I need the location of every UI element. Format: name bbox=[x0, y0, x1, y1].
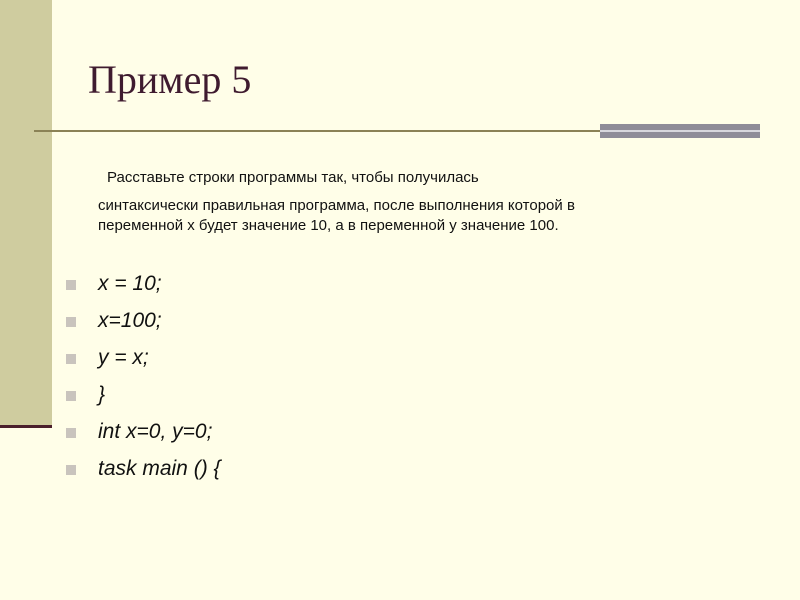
program-line-text: y = x; bbox=[98, 346, 149, 369]
program-lines-list bbox=[64, 270, 464, 492]
program-line bbox=[64, 418, 464, 455]
instruction-line: синтаксически правильная программа, после выполнения которой в bbox=[98, 197, 575, 214]
title-divider bbox=[34, 130, 600, 132]
program-line bbox=[64, 344, 464, 381]
program-line bbox=[64, 270, 464, 307]
program-line-text: int x=0, y=0; bbox=[98, 420, 213, 443]
square-bullet-icon bbox=[66, 391, 76, 401]
title-accent-line bbox=[600, 130, 760, 132]
left-decorative-band bbox=[0, 0, 52, 427]
square-bullet-icon bbox=[66, 354, 76, 364]
instruction-line: переменной x будет значение 10, а в переменной y значение 100. bbox=[98, 217, 559, 234]
program-line bbox=[64, 307, 464, 344]
program-line bbox=[64, 381, 464, 418]
program-line-text: } bbox=[98, 383, 106, 406]
square-bullet-icon bbox=[66, 280, 76, 290]
program-line-text: x=100; bbox=[98, 309, 162, 332]
instruction-line: Расставьте строки программы так, чтобы получилась bbox=[107, 169, 479, 186]
program-line bbox=[64, 455, 464, 492]
program-line-text: task main () { bbox=[98, 457, 221, 480]
slide-title: Пример 5 bbox=[88, 57, 252, 102]
program-line-text: x = 10; bbox=[98, 272, 162, 295]
square-bullet-icon bbox=[66, 428, 76, 438]
square-bullet-icon bbox=[66, 317, 76, 327]
left-band-bottom-line bbox=[0, 425, 52, 428]
square-bullet-icon bbox=[66, 465, 76, 475]
